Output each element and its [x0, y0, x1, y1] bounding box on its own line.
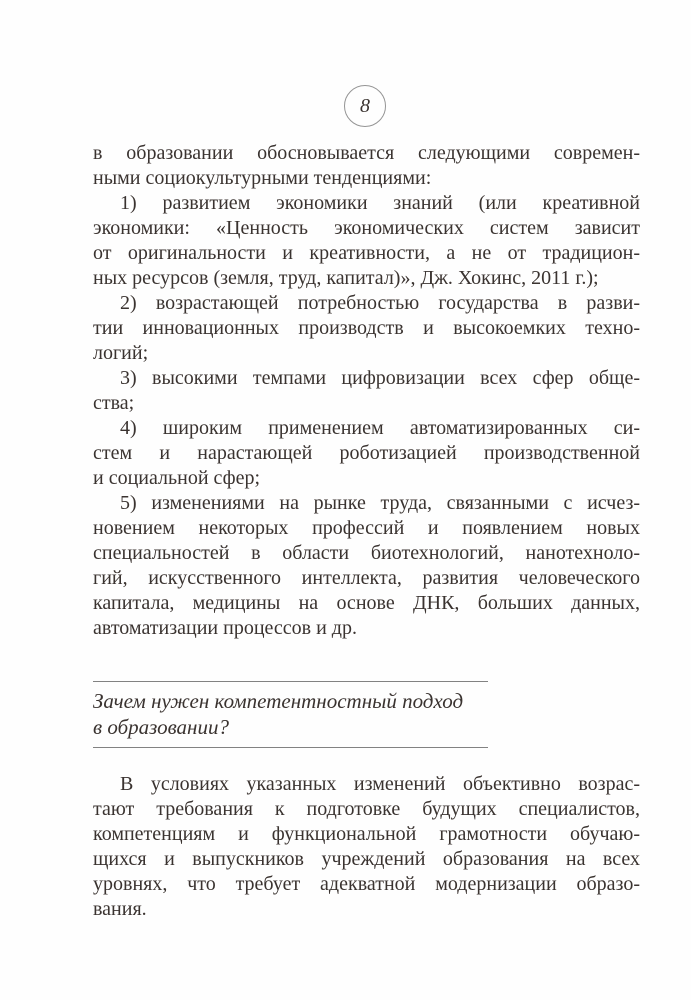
text-line: ными социокультурными тенденциями: [93, 167, 432, 189]
text-line: в образовании обосновывается следующими современ- [93, 142, 640, 164]
text-line: тии инновационных производств и высокоемких техно- [93, 317, 640, 339]
text-line: щихся и выпускников учреждений образования на всех [93, 848, 640, 870]
paragraph [93, 491, 640, 641]
text-line: уровнях, что требует адекватной модернизации образо- [93, 873, 640, 895]
text-line: гий, искусственного интеллекта, развития человеческого [93, 567, 640, 589]
text-line: компетенциям и функциональной грамотности обучаю- [93, 823, 640, 845]
paragraph [93, 141, 640, 191]
text-line: от оригинальности и креативности, а не от традицион- [93, 242, 640, 264]
text-line: капитала, медицины на основе ДНК, больших данных, [93, 592, 640, 614]
text-line: 4) широким применением автоматизированных си- [120, 417, 640, 439]
text-line: 3) высокими темпами цифровизации всех сфер обще- [120, 367, 640, 389]
text-line: 5) изменениями на рынке труда, связанными с исчез- [120, 492, 640, 514]
page-number-badge [344, 85, 386, 127]
paragraph [93, 366, 640, 416]
text-line: автоматизации процессов и др. [93, 617, 357, 639]
paragraph [93, 191, 640, 291]
text-line: тают требования к подготовке будущих специалистов, [93, 798, 640, 820]
text-line: специальностей в области биотехнологий, нанотехноло- [93, 542, 640, 564]
text-line: стем и нарастающей роботизацией производственной [93, 442, 640, 464]
text-line: вания. [93, 898, 147, 920]
text-line: 1) развитием экономики знаний (или креативной [120, 192, 640, 214]
text-block [93, 141, 640, 922]
text-line: В условиях указанных изменений объективно возрас- [120, 773, 640, 795]
text-line: логий; [93, 342, 149, 364]
paragraph [93, 291, 640, 366]
text-line: 2) возрастающей потребностью государства в разви- [120, 292, 640, 314]
heading-line: Зачем нужен компетентностный подход [93, 689, 464, 713]
section-heading [93, 681, 488, 748]
text-line: ных ресурсов (земля, труд, капитал)», Дж. Хокинс, 2011 г.); [93, 267, 599, 289]
paragraph [93, 416, 640, 491]
heading-line: в образовании? [93, 715, 229, 739]
page-number: 8 [360, 94, 370, 117]
text-line: новением некоторых профессий и появлением новых [93, 517, 640, 539]
paragraph [93, 772, 640, 922]
text-line: и социальной сфер; [93, 467, 261, 489]
text-line: ства; [93, 392, 135, 414]
text-line: экономики: «Ценность экономических систем зависит [93, 217, 640, 239]
